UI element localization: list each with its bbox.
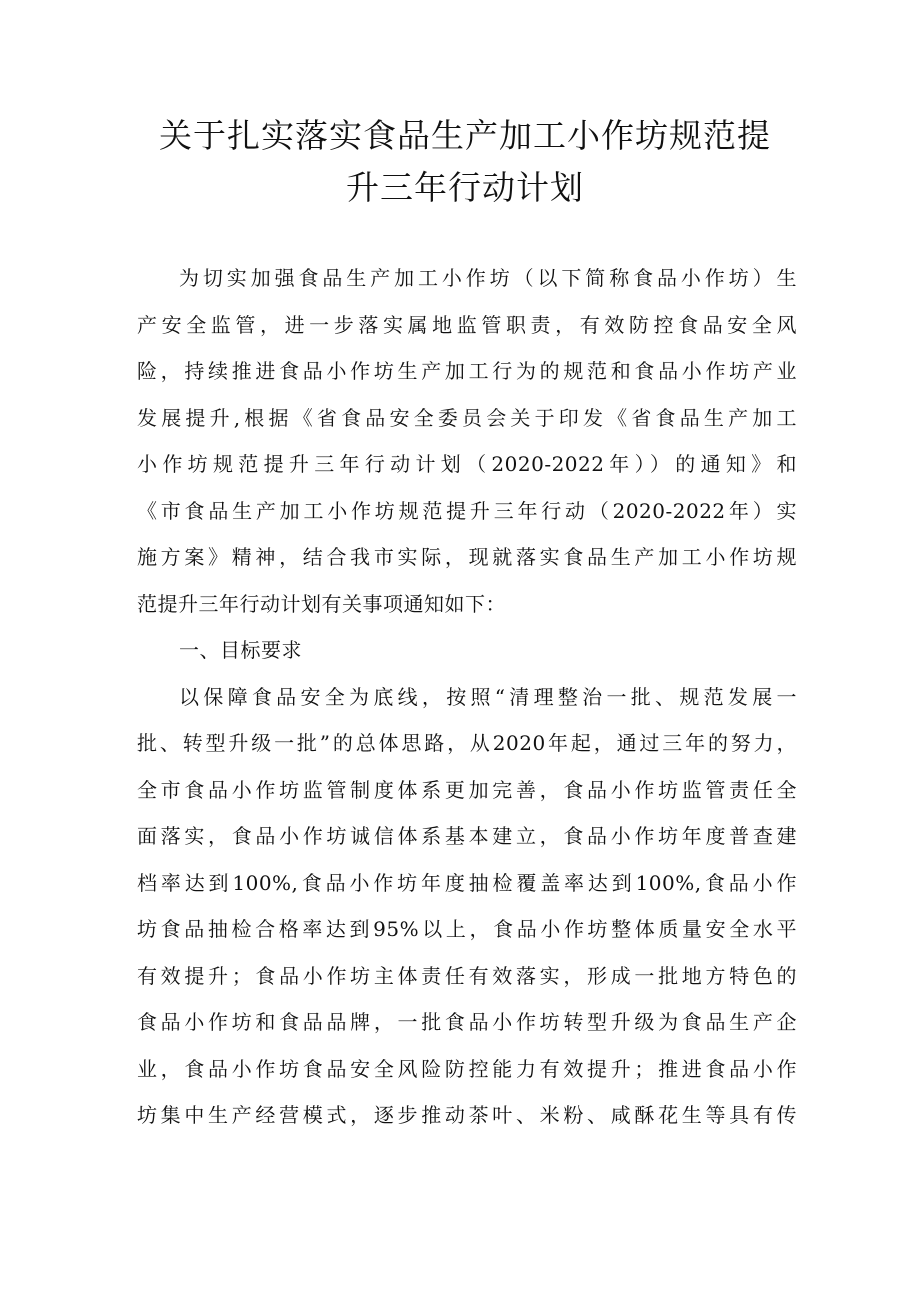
body-line: 险，持续推进食品小作坊生产加工行为的规范和食品小作坊产业 — [137, 359, 797, 383]
body-line: 《市食品生产加工小作坊规范提升三年行动（2020-2022年）实 — [137, 498, 797, 523]
body-line: 食品小作坊和食品品牌，一批食品小作坊转型升级为食品生产企 — [137, 1010, 797, 1034]
document-body — [137, 255, 797, 1139]
body-line: 小作坊规范提升三年行动计划（2020-2022年））的通知》和 — [137, 452, 797, 476]
body-line: 档率达到100%,食品小作坊年度抽检覆盖率达到100%,食品小作 — [137, 870, 797, 895]
body-line: 批、转型升级一批”的总体思路，从2020年起，通过三年的努力， — [137, 731, 797, 755]
body-line: 为切实加强食品生产加工小作坊（以下简称食品小作坊）生 — [179, 266, 797, 290]
body-line: 业，食品小作坊食品安全风险防控能力有效提升；推进食品小作 — [137, 1056, 797, 1081]
body-line: 施方案》精神，结合我市实际，现就落实食品生产加工小作坊规 — [137, 545, 797, 569]
title-line: 关于扎实落实食品生产加工小作坊规范提 — [159, 116, 771, 155]
body-line: 坊食品抽检合格率达到95%以上，食品小作坊整体质量安全水平 — [137, 917, 797, 941]
section-heading: 一、目标要求 — [179, 638, 302, 662]
body-line: 面落实，食品小作坊诚信体系基本建立，食品小作坊年度普查建 — [137, 824, 797, 848]
title-line: 升三年行动计划 — [346, 168, 584, 207]
body-line: 全市食品小作坊监管制度体系更加完善，食品小作坊监管责任全 — [137, 777, 797, 802]
body-line: 有效提升；食品小作坊主体责任有效落实，形成一批地方特色的 — [137, 963, 797, 988]
document-title — [120, 110, 810, 214]
body-line: 范提升三年行动计划有关事项通知如下： — [137, 591, 506, 616]
body-line: 以保障食品安全为底线，按照“清理整治一批、规范发展一 — [179, 684, 797, 709]
body-line: 坊集中生产经营模式，逐步推动茶叶、米粉、咸酥花生等具有传 — [137, 1103, 797, 1127]
body-line: 发展提升,根据《省食品安全委员会关于印发《省食品生产加工 — [137, 405, 797, 430]
body-line: 产安全监管，进一步落实属地监管职责，有效防控食品安全风 — [137, 312, 797, 337]
